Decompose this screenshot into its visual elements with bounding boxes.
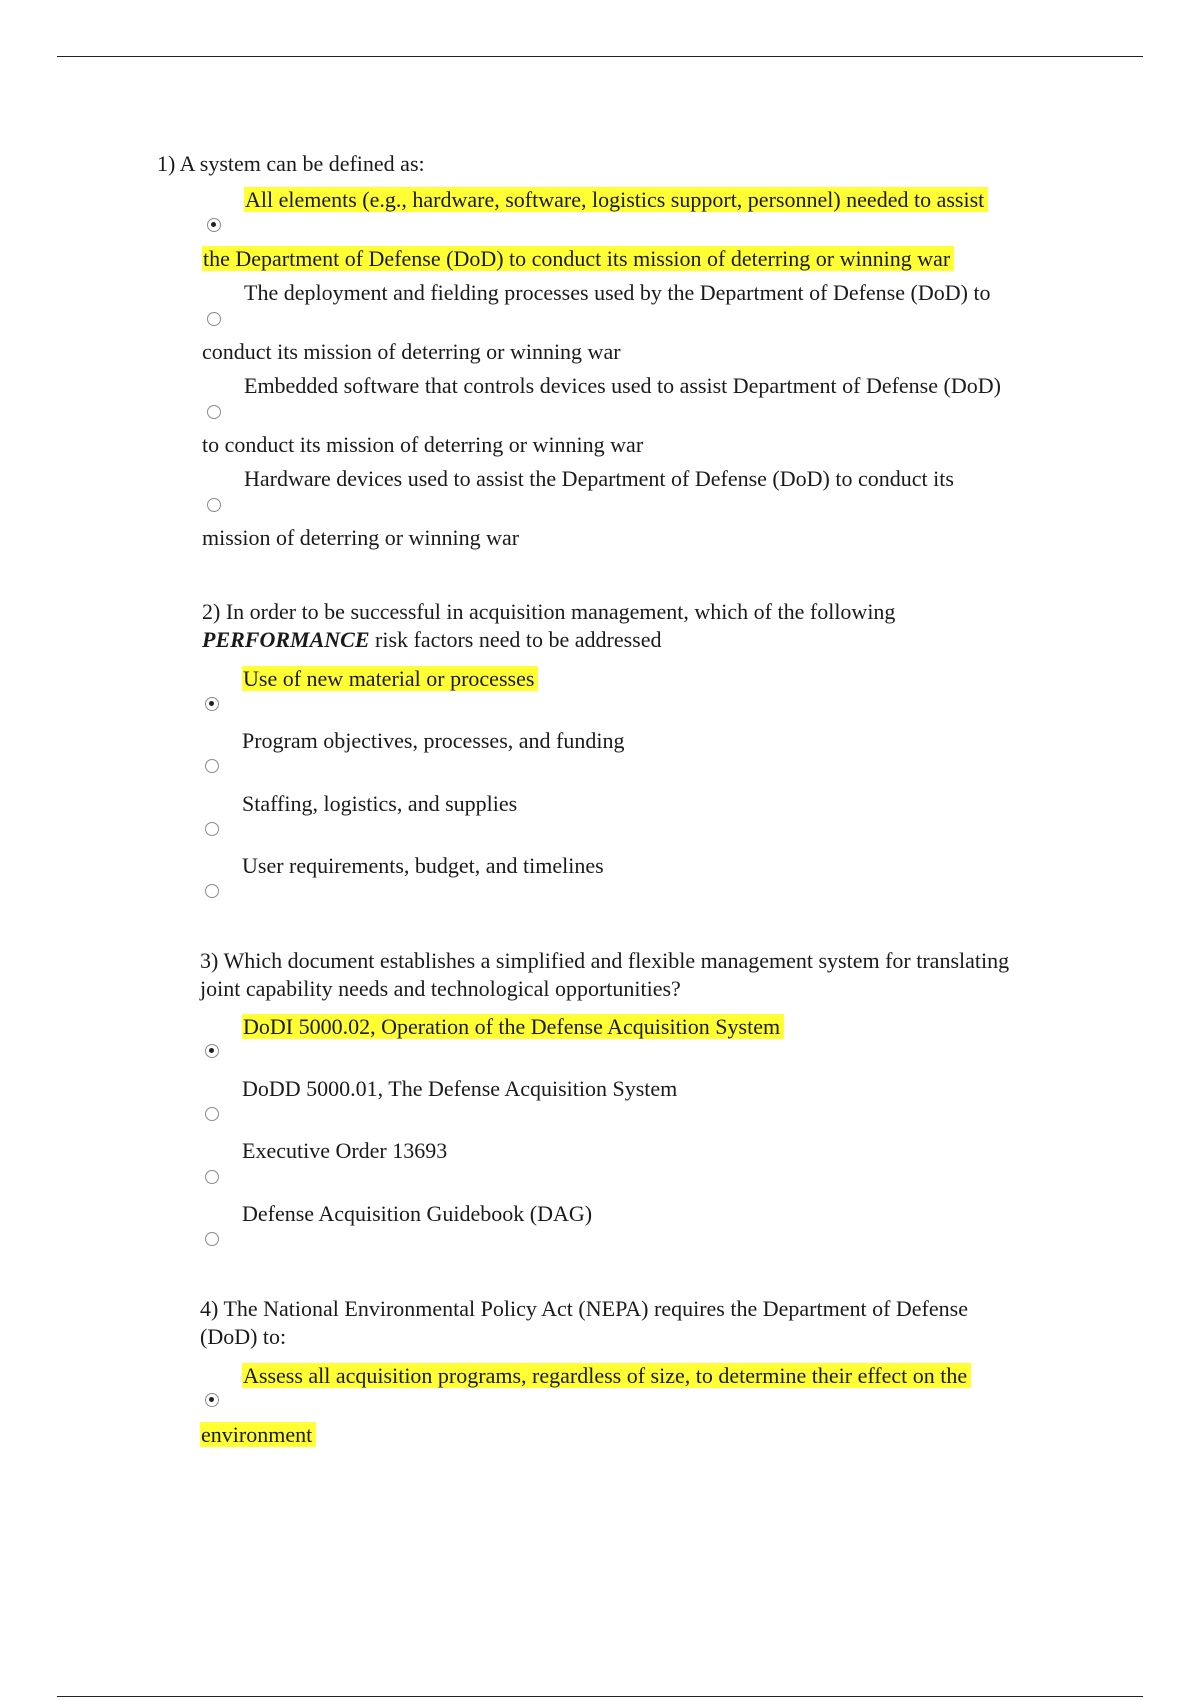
q3-option-b-radio[interactable] [205, 1107, 219, 1121]
q3-option-d-radio[interactable] [205, 1232, 219, 1246]
q1-option-b-line2: conduct its mission of deterring or winning war [202, 339, 621, 364]
q3-option-d-label: Defense Acquisition Guidebook (DAG) [242, 1201, 593, 1226]
q2-option-a-radio[interactable] [205, 697, 219, 711]
question-2-stem [202, 598, 895, 654]
question-text-end: risk factors need to be addressed [375, 627, 662, 652]
question-text-line2: joint capability needs and technological opportunities? [200, 976, 681, 1001]
q1-option-d-line2: mission of deterring or winning war [202, 525, 520, 550]
q2-option-d-radio[interactable] [205, 884, 219, 898]
question-text: A system can be defined as: [179, 151, 425, 176]
question-text: Which document establishes a simplified and flexible management system for translating [223, 948, 1010, 973]
question-3-stem [200, 947, 1009, 1003]
question-text: In order to be successful in acquisition management, which of the following [225, 599, 896, 624]
q3-option-c-radio[interactable] [205, 1170, 219, 1184]
question-emphasis: PERFORMANCE [202, 627, 370, 652]
q1-option-a-line1: All elements (e.g., hardware, software, logistics support, personnel) needed to assist [244, 186, 988, 214]
q3-option-a-radio[interactable] [205, 1044, 219, 1058]
q1-option-c-line2: to conduct its mission of deterring or winning war [202, 432, 644, 457]
question-4-stem [200, 1295, 968, 1351]
question-number: 4) [200, 1296, 219, 1321]
q1-option-a-line2: the Department of Defense (DoD) to conduct its mission of deterring or winning war [202, 245, 954, 273]
q2-option-c-label: Staffing, logistics, and supplies [242, 791, 518, 816]
q2-option-b-radio[interactable] [205, 759, 219, 773]
q4-option-a-radio[interactable] [205, 1393, 219, 1407]
question-number: 3) [200, 948, 219, 973]
q3-option-b-label: DoDD 5000.01, The Defense Acquisition System [242, 1076, 678, 1101]
q2-option-b-label: Program objectives, processes, and funding [242, 728, 625, 753]
q1-option-c-line1: Embedded software that controls devices used to assist Department of Defense (DoD) [244, 373, 1001, 398]
q3-option-a-label: DoDI 5000.02, Operation of the Defense Acquisition System [242, 1013, 784, 1041]
q1-option-b-radio[interactable] [207, 312, 221, 326]
header-rule [57, 56, 1143, 57]
q4-option-a-line2: environment [200, 1421, 316, 1449]
q3-option-c-label: Executive Order 13693 [242, 1138, 448, 1163]
q1-option-d-line1: Hardware devices used to assist the Department of Defense (DoD) to conduct its [244, 466, 954, 491]
q1-option-d-radio[interactable] [207, 498, 221, 512]
q2-option-a-label: Use of new material or processes [242, 665, 538, 693]
question-number: 1) [157, 151, 176, 176]
q1-option-a-radio[interactable] [207, 218, 221, 232]
q2-option-d-label: User requirements, budget, and timelines [242, 853, 604, 878]
question-1-stem [157, 150, 425, 178]
q2-option-c-radio[interactable] [205, 822, 219, 836]
question-text: The National Environmental Policy Act (NEPA) requires the Department of Defense [223, 1296, 968, 1321]
footer-rule [57, 1696, 1143, 1697]
question-text-line2: (DoD) to: [200, 1324, 287, 1349]
q4-option-a-line1: Assess all acquisition programs, regardless of size, to determine their effect on the [242, 1362, 971, 1390]
question-number: 2) [202, 599, 221, 624]
q1-option-c-radio[interactable] [207, 405, 221, 419]
q1-option-b-line1: The deployment and fielding processes used by the Department of Defense (DoD) to [244, 280, 991, 305]
